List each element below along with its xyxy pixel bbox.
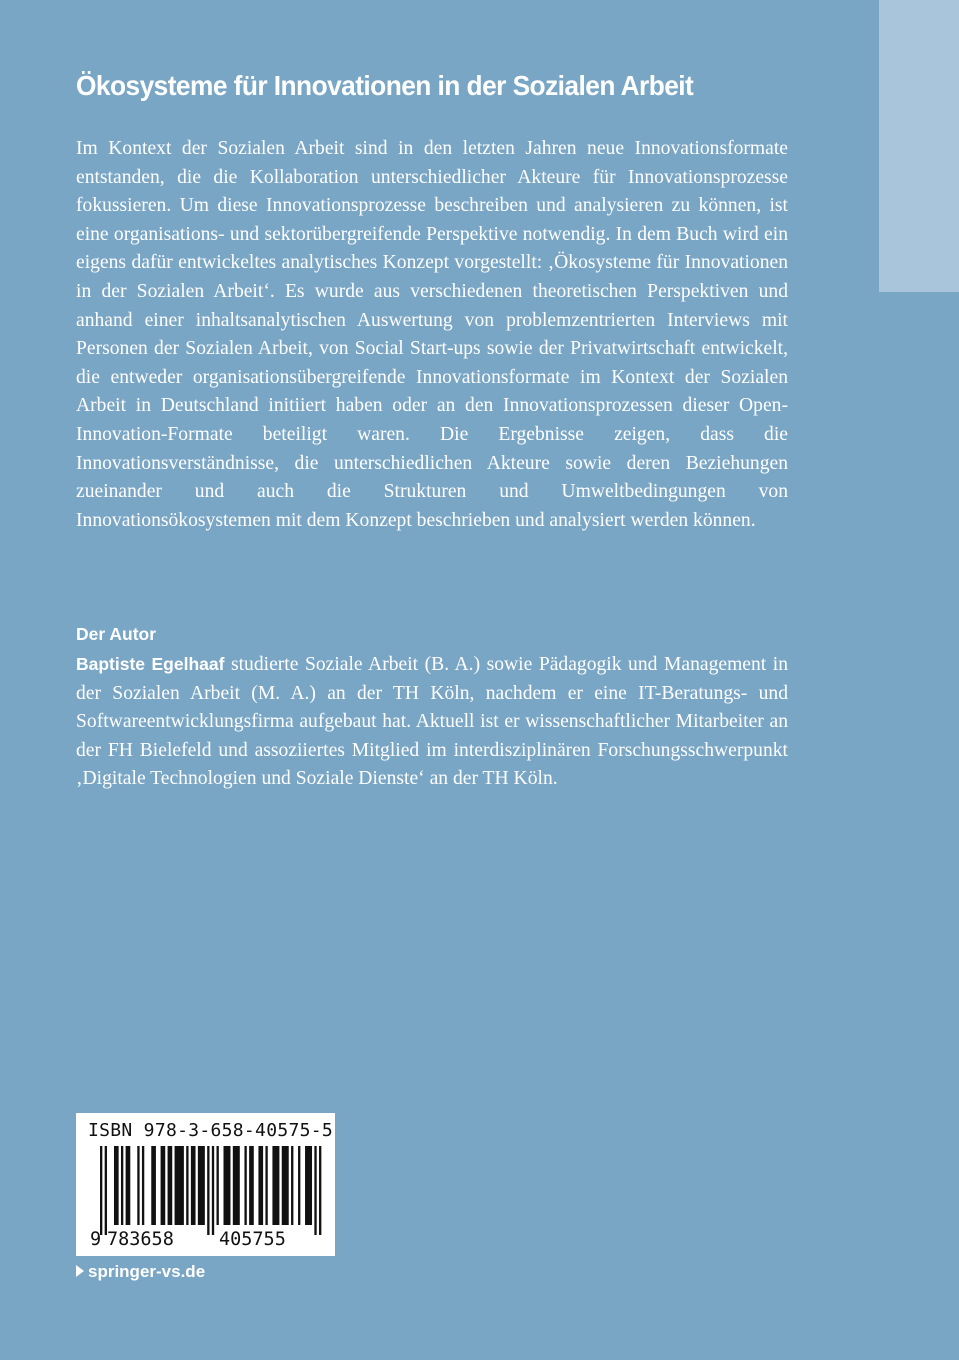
barcode-bar bbox=[137, 1146, 139, 1225]
barcode-bar bbox=[114, 1146, 119, 1225]
author-bio-text: studierte Soziale Arbeit (B. A.) sowie Pädagogik und Management in der Sozialen Arbeit (M. A.) an der TH Köln, nachdem er eine IT-Beratungs- und Softwareentwicklungsfirma aufgebaut hat. Aktuell ist er wissenschaftlicher Mitarbeiter an der FH Bielefeld und assoziiertes Mitglied im interdisziplinären Forschungsschwerpunkt ‚Digitale Technologien und Soziale Dienste‘ an der TH Köln. bbox=[76, 654, 788, 790]
barcode-box bbox=[76, 1113, 335, 1256]
barcode-bar bbox=[168, 1146, 173, 1225]
barcode-bar bbox=[258, 1146, 263, 1225]
author-name: Baptiste Egelhaaf bbox=[76, 654, 225, 674]
isbn-text: ISBN 978-3-658-40575-5 bbox=[88, 1120, 334, 1141]
barcode-bar bbox=[207, 1146, 209, 1235]
barcode-bar bbox=[161, 1146, 166, 1225]
spine-color-band bbox=[879, 0, 959, 292]
book-blurb: Im Kontext der Sozialen Arbeit sind in den letzten Jahren neue Innovationsformate entstanden, die die Kollaboration unterschiedlicher Akteure für Innovationsprozesse fokussieren. Um diese Innovationsprozesse beschreiben und analysieren zu können, ist eine organisations- und sektorübergreifende Perspektive notwendig. In dem Buch wird ein eigens dafür entwickeltes analytisches Konzept vorgestellt: ‚Ökosysteme für Innovationen in der Sozialen Arbeit‘. Es wurde aus verschiedenen theoretischen Perspektiven und anhand einer inhaltsanalytischen Auswertung von problemzentrierten Interviews mit Personen der Sozialen Arbeit, von Social Start-ups sowie der Privatwirtschaft entwickelt, die entweder organisationsübergreifende Innovationsformate im Kontext der Sozialen Arbeit in Deutschland initiiert haben oder an den Innovationsprozessen dieser Open-Innovation-Formate beteiligt waren. Die Ergebnisse zeigen, dass die Innovationsverständnisse, die unterschiedlichen Akteure sowie deren Beziehungen zueinander und auch die Strukturen und Umweltbedingungen von Innovationsökosystemen mit dem Konzept beschrieben und analysiert werden können. bbox=[76, 138, 788, 531]
barcode-bar bbox=[272, 1146, 279, 1225]
barcode-bar bbox=[244, 1146, 246, 1225]
author-bio bbox=[76, 650, 788, 794]
barcode-bar bbox=[249, 1146, 254, 1225]
barcode-bar bbox=[291, 1146, 293, 1225]
barcode-bar bbox=[198, 1146, 205, 1225]
barcode-bar bbox=[298, 1146, 300, 1225]
publisher-url[interactable]: springer-vs.de bbox=[88, 1262, 206, 1281]
barcode-digit-prefix: 9 bbox=[90, 1229, 102, 1250]
barcode-bar bbox=[233, 1146, 240, 1225]
barcode-bar bbox=[282, 1146, 289, 1225]
barcode-bar bbox=[319, 1146, 321, 1235]
barcode-bar bbox=[314, 1146, 316, 1235]
barcode-bar bbox=[305, 1146, 312, 1225]
barcode-bar bbox=[151, 1146, 156, 1225]
barcode-bars bbox=[76, 1113, 335, 1256]
play-arrow-icon bbox=[76, 1265, 84, 1277]
publisher-link[interactable] bbox=[76, 1262, 205, 1282]
barcode-bar bbox=[212, 1146, 214, 1235]
barcode-digit-group-left: 783658 bbox=[107, 1229, 174, 1250]
barcode-bar bbox=[217, 1146, 219, 1225]
page-title: Ökosysteme für Innovationen in der Sozialen Arbeit bbox=[76, 70, 694, 101]
barcode-bar bbox=[105, 1146, 107, 1235]
barcode-bar bbox=[100, 1146, 102, 1235]
author-heading: Der Autor bbox=[76, 624, 157, 644]
barcode-bar bbox=[265, 1146, 267, 1225]
barcode-bar bbox=[223, 1146, 230, 1225]
barcode-bar bbox=[191, 1146, 196, 1225]
barcode-bar bbox=[186, 1146, 188, 1225]
barcode-digit-group-right: 405755 bbox=[219, 1229, 286, 1250]
barcode-bar bbox=[175, 1146, 184, 1225]
barcode-bar bbox=[126, 1146, 131, 1225]
barcode-bar bbox=[142, 1146, 144, 1225]
barcode-bar bbox=[121, 1146, 123, 1225]
